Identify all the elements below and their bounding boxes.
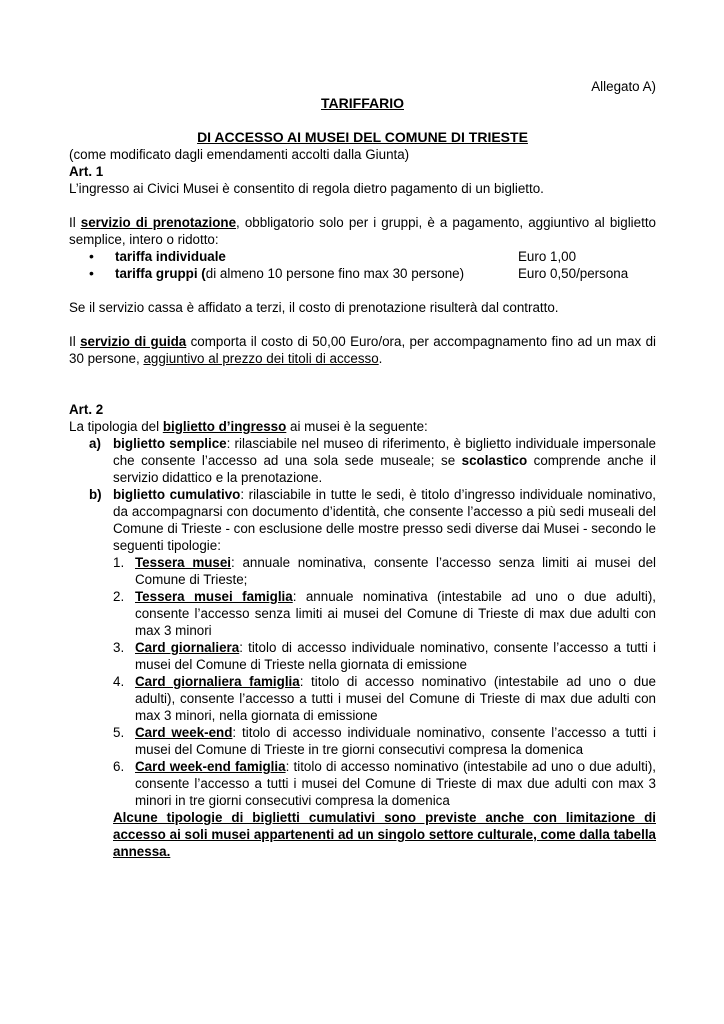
tariff-item: • tariffa gruppi (di almeno 10 persone fino max 30 persone) Euro 0,50/persona [87, 265, 656, 282]
art1-paragraph-2: Il servizio di prenotazione, obbligatorio solo per i gruppi, è a pagamento, aggiuntivo al biglietto semplice, intero o ridotto: [69, 215, 656, 247]
prenotazione-term: servizio di prenotazione [80, 215, 237, 230]
art1-paragraph-1: L’ingresso ai Civici Musei è consentito di regola dietro pagamento di un biglietto. [69, 181, 544, 196]
tariff-price: Euro 0,50/persona [518, 266, 629, 281]
art2-heading: Art. 2 [69, 402, 104, 417]
ticket-types-list [69, 435, 656, 860]
art2-intro: La tipologia del biglietto d’ingresso ai musei è la seguente: [69, 419, 428, 434]
cumulative-type-item: 4. Card giornaliera famiglia: titolo di accesso nominativo (intestabile ad uno o due adulti), consente l’accesso a tutti i musei del Comune di Trieste di max due adulti con max 3 minori, nella giornata di emissione [113, 674, 657, 723]
guida-term: servizio di guida [80, 334, 187, 349]
art1-paragraph-3: Se il servizio cassa è affidato a terzi, il costo di prenotazione risulterà dal contratto. [69, 300, 559, 315]
cumulative-type-item: 6. Card week-end famiglia: titolo di accesso nominativo (intestabile ad uno o due adulti), consente l’accesso a tutti i musei del Comune di Trieste di max due adulti con max 3 minori in tre giorni consecutivi compresa la domenica [113, 759, 656, 808]
ticket-type-a: a) biglietto semplice: rilasciabile nel museo di riferimento, è biglietto individuale impersonale che consente l’accesso ad una sola sede museale; se scolastico comprende anche il servizio didattico e la prenotazione. [89, 436, 657, 485]
art1-paragraph-4: Il servizio di guida comporta il costo di 50,00 Euro/ora, per accompagnamento fino ad un max di 30 persone, aggiuntivo al prezzo dei titoli di accesso. [69, 334, 656, 366]
biglietto-ingresso-term: biglietto d’ingresso [162, 419, 287, 434]
cumulative-type-item: 3. Card giornaliera: titolo di accesso individuale nominativo, consente l’accesso a tutti i musei del Comune di Trieste nella giornata di emissione [113, 640, 656, 672]
cumulative-types-list [113, 554, 656, 809]
cumulative-note: Alcune tipologie di biglietti cumulativi sono previste anche con limitazione di accesso ai soli musei appartenenti ad un singolo settore culturale, come dalla tabella annessa. [113, 810, 656, 859]
cumulative-type-item: 5. Card week-end: titolo di accesso individuale nominativo, consente l’accesso a tutti i musei del Comune di Trieste in tre giorni consecutivi compresa la domenica [113, 725, 656, 757]
art1-heading: Art. 1 [69, 164, 104, 179]
allegato-label: Allegato A) [591, 79, 656, 94]
cumulative-type-item: 2. Tessera musei famiglia: annuale nominativa (intestabile ad uno o due adulti), consente l’accesso senza limiti ai musei del Comune di Trieste di max due adulti con max 3 minori [113, 589, 657, 638]
ticket-type-b: b) biglietto cumulativo: rilasciabile in tutte le sedi, è titolo d’ingresso individuale nominativo, da accompagnarsi con documento d’identità, che consente l’accesso a più sedi museali del Comune di Trieste - con esclusione delle mostre presso sedi diverse dai Musei - secondo le seguenti tipologie: 1. Tessera musei: annuale nominativa, consente l’accesso senza limiti ai musei del Comune di Trieste; 2. Tessera musei famiglia: annuale nominativa (intestabile ad uno o due adulti), consente l’accesso senza limiti ai musei del Comune di Trieste di max due adulti con max 3 minori 3. Card giornaliera: titolo di accesso individuale nominativo, consente l’accesso a tutti i musei del Comune di Trieste nella giornata di emissione 4. Card giornaliera famiglia: titolo di accesso nominativo (intestabile ad uno o due adulti), consente l’accesso a tutti i musei del Comune di Trieste di max due adulti con max 3 minori, nella giornata di emissione 5. Card week-end: titolo di accesso individuale nominativo, consente l’accesso a tutti i musei del Comune di Trieste in tre giorni consecutivi compresa la domenica 6. Card week-end famiglia: titolo di accesso nominativo (intestabile ad uno o due adulti), consente l’accesso a tutti i musei del Comune di Trieste di max due adulti con max 3 minori in tre giorni consecutivi compresa la domenica Alcune tipologie di biglietti cumulativi sono previste anche con limitazione di accesso ai soli musei appartenenti ad un singolo settore culturale, come dalla tabella annessa. [89, 487, 657, 859]
tariff-price: Euro 1,00 [518, 249, 577, 264]
cumulative-type-item: 1. Tessera musei: annuale nominativa, consente l’accesso senza limiti ai musei del Comune di Trieste; [113, 555, 656, 587]
tariff-list [69, 248, 656, 282]
document-title: TARIFFARIO [321, 95, 404, 111]
tariff-item: • tariffa individuale Euro 1,00 [87, 248, 656, 265]
document-subtitle-heading: DI ACCESSO AI MUSEI DEL COMUNE DI TRIESTE [197, 129, 528, 145]
document-subtitle-note: (come modificato dagli emendamenti accolti dalla Giunta) [69, 147, 410, 162]
